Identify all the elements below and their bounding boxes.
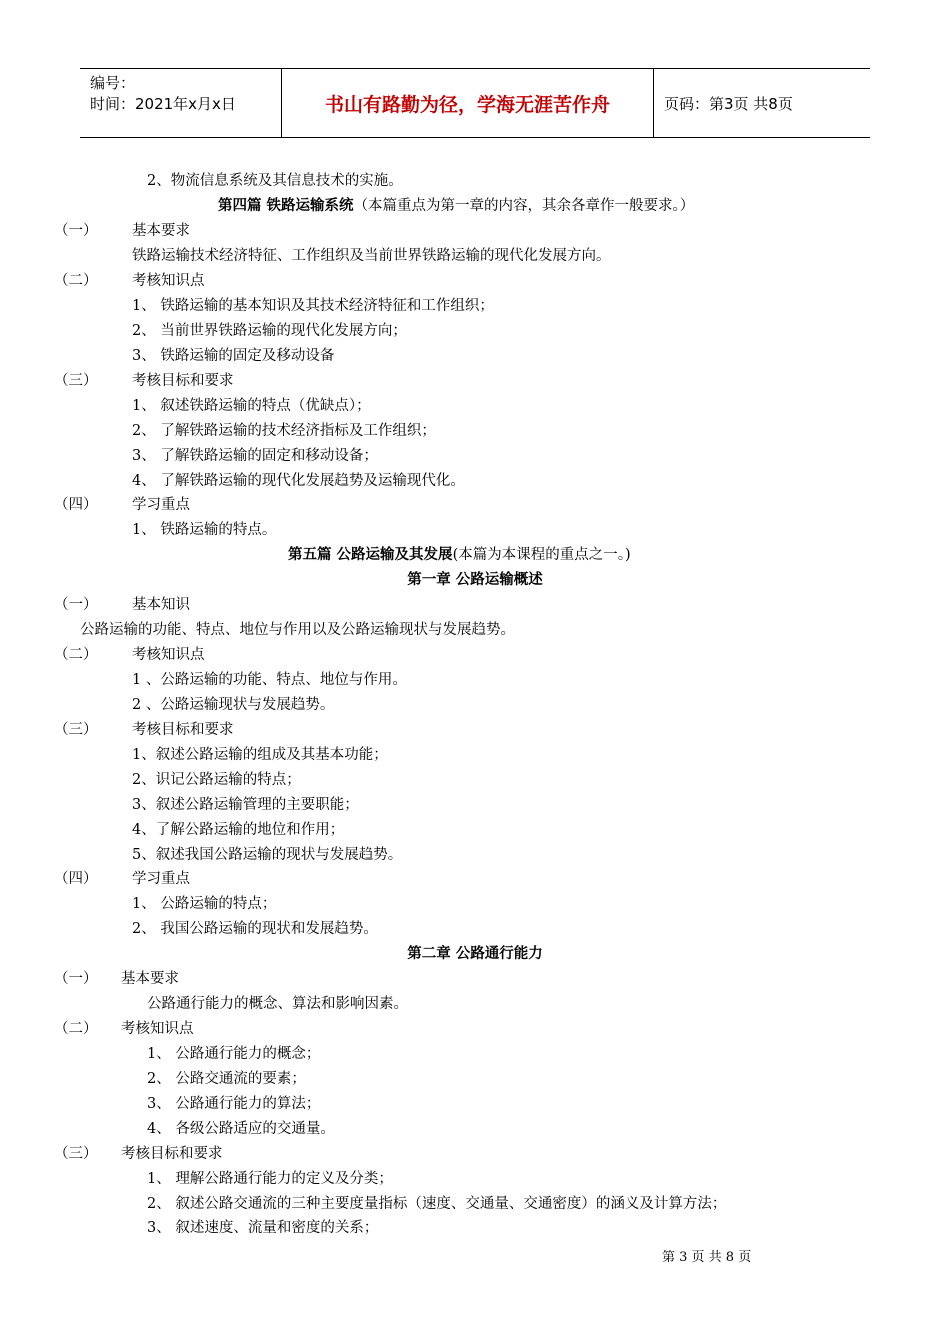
- part-note: (本篇为本课程的重点之一。): [452, 547, 631, 563]
- list-item: 4、 各级公路适应的交通量。: [147, 1121, 335, 1137]
- section-title: 学习重点: [132, 497, 190, 513]
- text-line: 铁路运输技术经济特征、工作组织及当前世界铁路运输的现代化发展方向。: [132, 248, 611, 264]
- section-title: 考核目标和要求: [132, 373, 234, 389]
- list-item: 1、 铁路运输的特点。: [132, 522, 277, 538]
- list-item: 5、叙述我国公路运输的现状与发展趋势。: [132, 847, 403, 863]
- list-item: 1、 理解公路通行能力的定义及分类；: [147, 1171, 393, 1187]
- list-item: 1 、公路运输的功能、特点、地位与作用。: [132, 672, 407, 688]
- section-title: 考核知识点: [121, 1021, 194, 1037]
- list-item: 1、 公路通行能力的概念；: [147, 1046, 321, 1062]
- header-page-label: 页码：第3页 共8页: [664, 94, 793, 113]
- section-number: （二）: [54, 647, 98, 663]
- list-item: 4、 了解铁路运输的现代化发展趋势及运输现代化。: [132, 473, 465, 489]
- list-item: 2、 当前世界铁路运输的现代化发展方向；: [132, 323, 407, 339]
- section-number: （二）: [54, 1021, 98, 1037]
- part-heading: [218, 195, 694, 217]
- section-title: 考核知识点: [132, 273, 205, 289]
- list-item: 3、 叙述速度、流量和密度的关系；: [147, 1220, 379, 1236]
- header-motto: 书山有路勤为径，学海无涯苦作舟: [282, 69, 654, 137]
- list-item: 2、 叙述公路交通流的三种主要度量指标（速度、交通量、交通密度）的涵义及计算方法；: [147, 1196, 727, 1212]
- part-title: 第四篇 铁路运输系统: [218, 197, 354, 214]
- list-item: 4、了解公路运输的地位和作用；: [132, 822, 345, 838]
- list-item: 2、 我国公路运输的现状和发展趋势。: [132, 921, 378, 937]
- section-number: （四）: [54, 497, 98, 513]
- section-title: 基本知识: [132, 597, 190, 613]
- list-item: 2、 了解铁路运输的技术经济指标及工作组织；: [132, 423, 436, 439]
- page-footer: 第 3 页 共 8 页: [662, 1250, 752, 1265]
- time-label: 时间：2021年x月x日: [90, 95, 236, 113]
- number-label: 编号：: [90, 74, 136, 92]
- section-number: （一）: [54, 597, 98, 613]
- section-title: 考核目标和要求: [121, 1146, 223, 1162]
- list-item: 1、 叙述铁路运输的特点（优缺点）；: [132, 398, 371, 414]
- text-line: 公路运输的功能、特点、地位与作用以及公路运输现状与发展趋势。: [80, 622, 515, 638]
- text-line: 2、物流信息系统及其信息技术的实施。: [147, 173, 403, 189]
- section-number: （四）: [54, 871, 98, 887]
- part-heading: [288, 544, 631, 566]
- section-title: 考核目标和要求: [132, 722, 234, 738]
- section-number: （二）: [54, 273, 98, 289]
- text-line: 公路通行能力的概念、算法和影响因素。: [147, 996, 408, 1012]
- part-note: （本篇重点为第一章的内容，其余各章作一般要求。）: [353, 198, 695, 214]
- header-meta: [80, 69, 282, 137]
- section-title: 基本要求: [132, 223, 190, 239]
- list-item: 2、识记公路运输的特点；: [132, 772, 301, 788]
- section-number: （一）: [54, 223, 98, 239]
- list-item: 2、 公路交通流的要素；: [147, 1071, 306, 1087]
- page-header: [80, 68, 870, 138]
- list-item: 3、 铁路运输的固定及移动设备: [132, 348, 335, 364]
- list-item: 1、叙述公路运输的组成及其基本功能；: [132, 747, 388, 763]
- list-item: 3、 了解铁路运输的固定和移动设备；: [132, 448, 378, 464]
- section-title: 学习重点: [132, 871, 190, 887]
- part-title: 第五篇 公路运输及其发展: [288, 546, 453, 563]
- list-item: 3、 公路通行能力的算法；: [147, 1096, 321, 1112]
- list-item: 1、 公路运输的特点；: [132, 896, 277, 912]
- list-item: 3、叙述公路运输管理的主要职能；: [132, 797, 359, 813]
- section-title: 基本要求: [121, 971, 179, 987]
- section-number: （一）: [54, 971, 98, 987]
- section-title: 考核知识点: [132, 647, 205, 663]
- section-number: （三）: [54, 722, 98, 738]
- chapter-heading: 第二章 公路通行能力: [407, 945, 543, 962]
- section-number: （三）: [54, 1146, 98, 1162]
- chapter-heading: 第一章 公路运输概述: [407, 571, 543, 588]
- list-item: 1、 铁路运输的基本知识及其技术经济特征和工作组织；: [132, 298, 494, 314]
- section-number: （三）: [54, 373, 98, 389]
- list-item: 2 、公路运输现状与发展趋势。: [132, 697, 335, 713]
